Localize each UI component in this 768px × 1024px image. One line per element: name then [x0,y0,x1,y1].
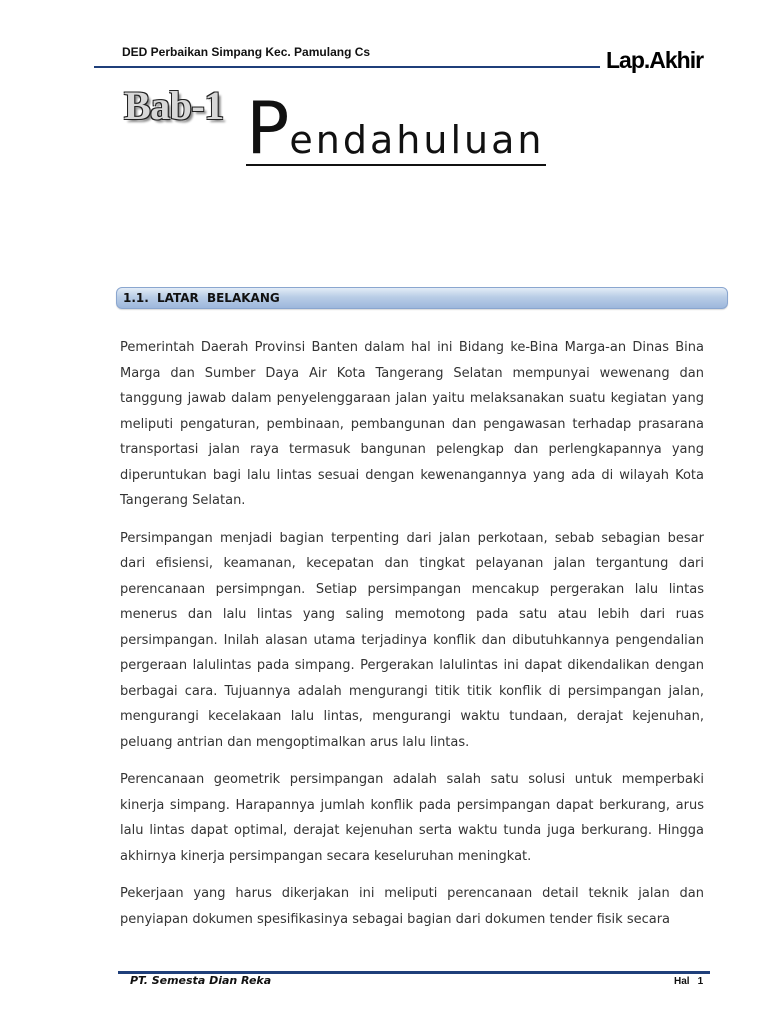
chapter-title-rest: endahuluan [289,118,545,162]
chapter-title [246,86,546,170]
footer-page-indicator [674,976,703,987]
section-heading-bar [116,287,728,309]
header-project-title: DED Perbaikan Simpang Kec. Pamulang Cs [122,45,371,59]
chapter-title-initial: P [246,86,290,170]
section-title: 1.1. LATAR BELAKANG [123,291,280,305]
header-divider [94,66,600,68]
footer-company: PT. Semesta Dian Reka [130,974,272,987]
paragraph: Perencanaan geometrik persimpangan adalah salah satu solusi untuk memperbaki kinerja simpang. Harapannya jumlah konflik pada persimpangan dapat berkurang, arus lalu lintas dapat optimal, derajat kejenuhan serta waktu tunda juga berkurang. Hingga akhirnya kinerja persimpangan secara keseluruhan meningkat. [120,772,704,864]
page-label: Hal [674,976,690,987]
paragraph: Pemerintah Daerah Provinsi Banten dalam hal ini Bidang ke-Bina Marga-an Dinas Bina Marga dan Sumber Daya Air Kota Tangerang Selatan mempunyai wewenang dan tanggung jawab dalam penyelenggaraan jalan yaitu melaksanakan suatu kegiatan yang meliputi pengaturan, pembinaan, pembangunan dan pengawasan terhadap prasarana transportasi jalan raya termasuk bangunan pelengkap dan perlengkapannya yang diperuntukan bagi lalu lintas sesuai dengan kewenangannya yang ada di wilayah Kota Tangerang Selatan. [120,340,704,508]
page-number: 1 [697,976,704,987]
chapter-label: Bab-1 [124,83,224,128]
body-text [120,335,704,944]
paragraph: Pekerjaan yang harus dikerjakan ini meliputi perencanaan detail teknik jalan dan penyiapan dokumen spesifikasinya sebagai bagian dari dokumen tender fisik secara [120,886,704,927]
header-report-type: Lap.Akhir [606,47,704,73]
paragraph: Persimpangan menjadi bagian terpenting dari jalan perkotaan, sebab sebagian besar dari efisiensi, keamanan, kecepatan dan tingkat pelayanan jalan tergantung dari perencanaan persimpngan. Setiap persimpangan mencakup pergerakan lalu lintas menerus dan lalu lintas yang saling memotong pada satu atau lebih dari ruas persimpangan. Inilah alasan utama terjadinya konflik dan dibutuhkannya pengendalian pergeraan lalulintas pada simpang. Pergerakan lalulintas ini dapat dikendalikan dengan berbagai cara. Tujuannya adalah mengurangi titik titik konflik di persimpangan jalan, mengurangi kecelakaan lalu lintas, mengurangi waktu tundaan, derajat kejenuhan, peluang antrian dan mengoptimalkan arus lalu lintas. [120,530,704,750]
